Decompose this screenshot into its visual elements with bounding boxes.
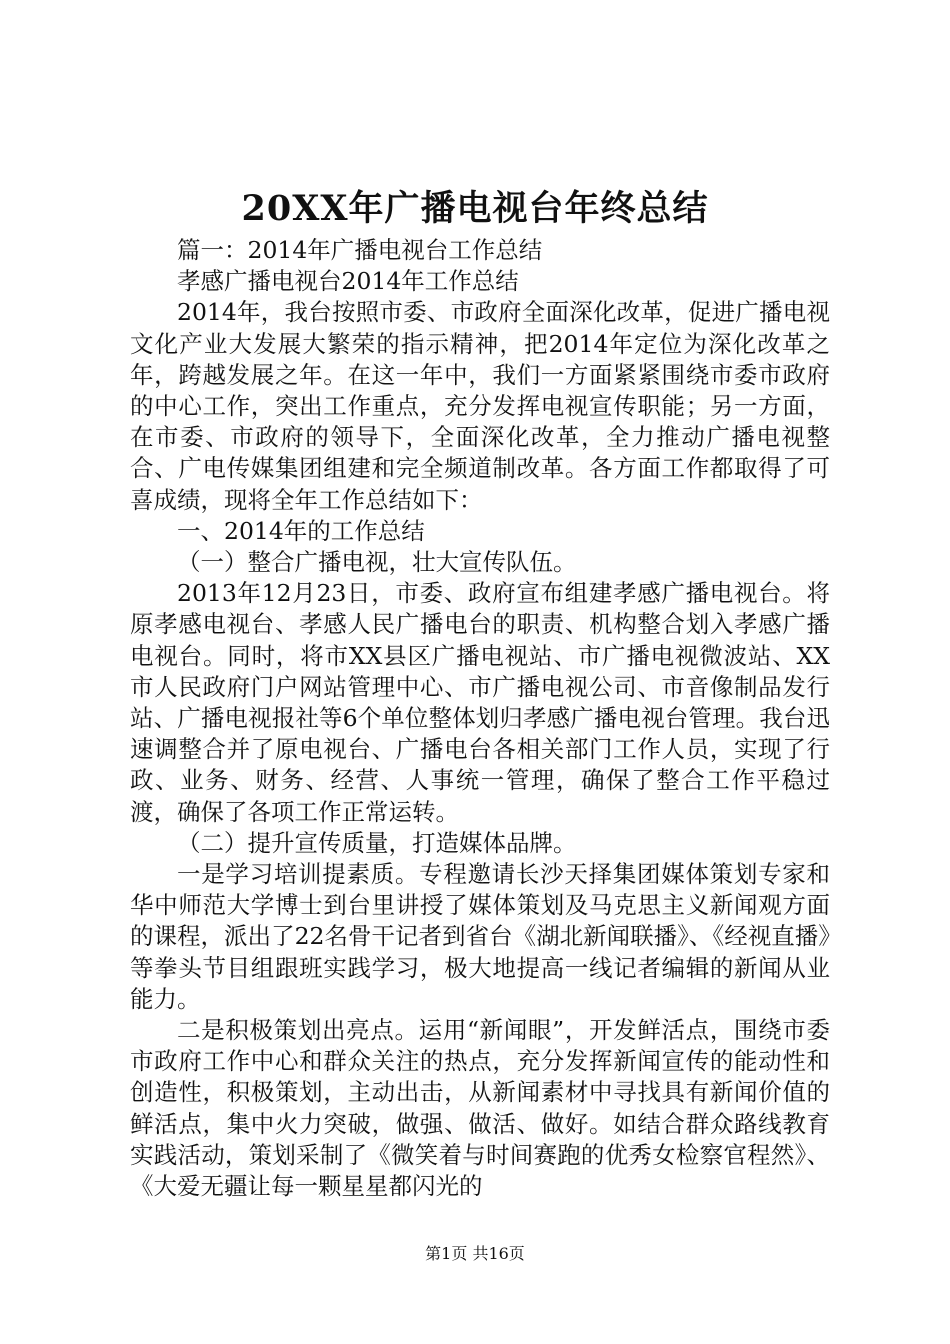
subsection-heading: （二）提升宣传质量，打造媒体品牌。 bbox=[177, 828, 577, 857]
paragraph: 孝感广播电视台2014年工作总结 bbox=[177, 267, 519, 296]
document-body bbox=[130, 235, 830, 1202]
paragraph: 2014年，我台按照市委、市政府全面深化改革，促进广播电视文化产业大发展大繁荣的指示精神，把2014年定位为深化改革之年，跨越发展之年。在这一年中，我们一方面紧紧围绕市委市政府的中心工作，突出工作重点，充分发挥电视宣传职能；另一方面，在市委、市政府的领导下，全面深化改革，全力推动广播电视整合、广电传媒集团组建和完全频道制改革。各方面工作都取得了可喜成绩，现将全年工作总结如下： bbox=[130, 298, 830, 514]
paragraph: 篇一：2014年广播电视台工作总结 bbox=[177, 236, 543, 264]
paragraph: 2013年12月23日，市委、政府宣布组建孝感广播电视台。将原孝感电视台、孝感人民广播电台的职责、机构整合划入孝感广播电视台。同时，将市XX县区广播电视站、市广播电视微波站、XX市人民政府门户网站管理中心、市广播电视公司、市音像制品发行站、广播电视报社等6个单位整体划归孝感广播电视台管理。我台迅速调整合并了原电视台、广播电台各相关部门工作人员，实现了行政、业务、财务、经营、人事统一管理，确保了整合工作平稳过渡，确保了各项工作正常运转。 bbox=[130, 579, 830, 826]
page-number: 第1页 共16页 bbox=[425, 1244, 525, 1263]
document-title: 20XX年广播电视台年终总结 bbox=[241, 188, 709, 229]
paragraph: 一是学习培训提素质。专程邀请长沙天择集团媒体策划专家和华中师范大学博士到台里讲授了媒体策划及马克思主义新闻观方面的课程，派出了22名骨干记者到省台《湖北新闻联播》、《经视直播》等拳头节目组跟班实践学习，极大地提高一线记者编辑的新闻从业能力。 bbox=[130, 860, 830, 1013]
subsection-heading: （一）整合广播电视，壮大宣传队伍。 bbox=[177, 548, 577, 577]
section-heading: 一、2014年的工作总结 bbox=[177, 516, 425, 545]
paragraph: 二是积极策划出亮点。运用“新闻眼”，开发鲜活点，围绕市委市政府工作中心和群众关注的热点，充分发挥新闻宣传的能动性和创造性，积极策划，主动出击，从新闻素材中寻找具有新闻价值的鲜活点，集中火力突破，做强、做活、做好。如结合群众路线教育实践活动，策划采制了《微笑着与时间赛跑的优秀女检察官程然》、《大爱无疆让每一颗星星都闪光的 bbox=[130, 1016, 830, 1201]
